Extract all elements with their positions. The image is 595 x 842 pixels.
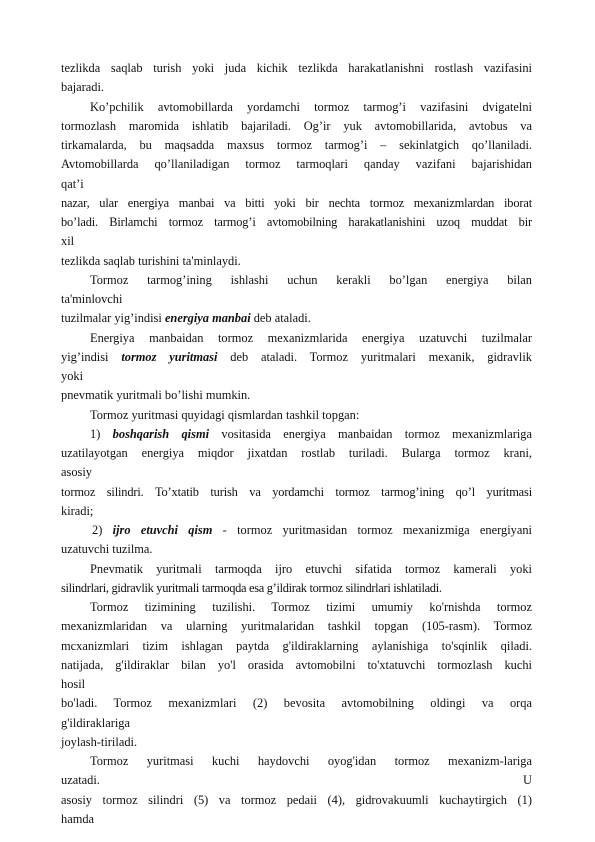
text-line [61, 521, 532, 540]
text-line: mexanizmlaridan va ularning yuritmalaridan tashkil topgan (105-rasm). Tormoz [61, 619, 532, 634]
text-line: Tormoz tarmog’ining ishlashi uchun kerakli bo’lgan energiya bilan [90, 272, 532, 287]
text-line: joylash-tiriladi. [61, 734, 138, 749]
text-run: tuzilmalar yig’indisi [61, 311, 165, 326]
text-line: g'ildiraklariga [61, 715, 130, 730]
text-line: ta'minlovchi [61, 292, 123, 306]
text-line: hamda [61, 811, 95, 826]
text-line: tormoz silindri. To’xtatib turish va yordamchi tormoz tarmog’ining qo’l yuritmasi [61, 484, 532, 499]
text-line: hosil [61, 677, 86, 691]
text-run: - tormoz yuritmasidan tormoz mexanizmiga energiyani [212, 523, 532, 537]
text-line: Tormoz tizimining tuzilishi. Tormoz tizimi umumiy ko'rnishda tormoz [90, 600, 532, 614]
text-line: Pnevmatik yuritmali tarmoqda ijro etuvchi sifatida tormoz kamerali yoki [90, 561, 532, 576]
text-line: bo'ladi. Tormoz mexanizmlari (2) bevosita avtomobilning oldingi va orqa [61, 696, 532, 711]
text-line: xil [61, 234, 75, 249]
text-line: silindrlari, gidravlik yuritmali tarmoqda esa g’ildirak tormoz silindrlari ishlatiladi. [61, 580, 442, 595]
text-line: pnevmatik yuritmali bo’lishi mumkin. [61, 388, 251, 403]
text-run: vositasida energiya manbaidan tormoz mexanizmlariga [209, 426, 532, 441]
text-line: uzatilayotgan energiya miqdor jixatdan rostlab turiladi. Bularga tormoz krani, [61, 446, 532, 460]
text-line: tormozlash maromida ishlatib bajariladi. Og’ir yuk avtomobillarida, avtobus va [61, 118, 532, 133]
text-line: kiradi; [61, 503, 94, 518]
text-line: mcxanizmlari tizim ishlagan paytda g'ildiraklarning aylanishiga to'sqinlik qiladi. [61, 638, 532, 653]
text-line: tezlikda saqlab turish yoki juda kichik tezlikda harakatlanishni rostlash vazifasini [61, 61, 532, 75]
text-run: 1) [90, 426, 113, 441]
text-run: deb ataladi. Tormoz yuritmalari mexanik, gidravlik [217, 349, 532, 364]
text-line: Tormoz yuritmasi kuchi haydovchi oyog'idan tormoz mexanizm-lariga [90, 754, 532, 768]
key-term: ijro etuvchi qism [112, 523, 213, 537]
text-run: yig’indisi [61, 349, 122, 364]
text-line: Energiya manbaidan tormoz mexanizmlarida energiya uzatuvchi tuzilmalar [90, 330, 532, 345]
text-line: natijada, g'ildiraklar bilan yo'l orasida avtomobilni to'xtatuvchi tormozlash kuchi [61, 657, 532, 672]
text-line [61, 309, 532, 328]
text-line: uzatadi. U [61, 773, 532, 788]
text-line: tirkamalarda, bu maqsadda maxsus tormoz tarmog’i – sekinlatgich qo’llaniladi. [61, 138, 532, 152]
text-line: bo’ladi. Birlamchi tormoz tarmog’i avtomobilning harakatlanishini uzoq muddat bir [61, 215, 532, 229]
text-run: deb ataladi. [250, 311, 311, 326]
key-term: boshqarish qismi [112, 426, 210, 441]
key-term: tormoz yuritmasi [121, 349, 218, 364]
text-line: asosiy [61, 465, 92, 480]
text-line [61, 348, 532, 367]
text-line: bajaradi. [61, 80, 104, 95]
text-line: nazar, ular energiya manbai va bitti yoki bir nechta tormoz mexanizmlardan iborat [61, 195, 532, 210]
text-line: Tormoz yuritmasi quyidagi qismlardan tashkil topgan: [90, 407, 360, 422]
text-line: asosiy tormoz silindri (5) va tormoz pedaii (4), gidrovakuumli kuchaytirgich (1) [61, 792, 532, 807]
text-line: Ko’pchilik avtomobillarda yordamchi tormoz tarmog’i vazifasini dvigatelni [90, 99, 532, 114]
body-text [61, 59, 532, 829]
text-run: 2) [92, 523, 113, 537]
text-line [61, 425, 532, 444]
text-line: Avtomobillarda qo’llaniladigan tormoz tarmoqlari qanday vazifani bajarishidan [61, 157, 532, 172]
key-term: energiya manbai [164, 311, 251, 326]
text-line: uzatuvchi tuzilma. [61, 542, 153, 557]
text-line: yoki [61, 369, 84, 383]
text-line: qat’i [61, 176, 84, 191]
text-line: tezlikda saqlab turishini ta'minlaydi. [61, 253, 241, 268]
